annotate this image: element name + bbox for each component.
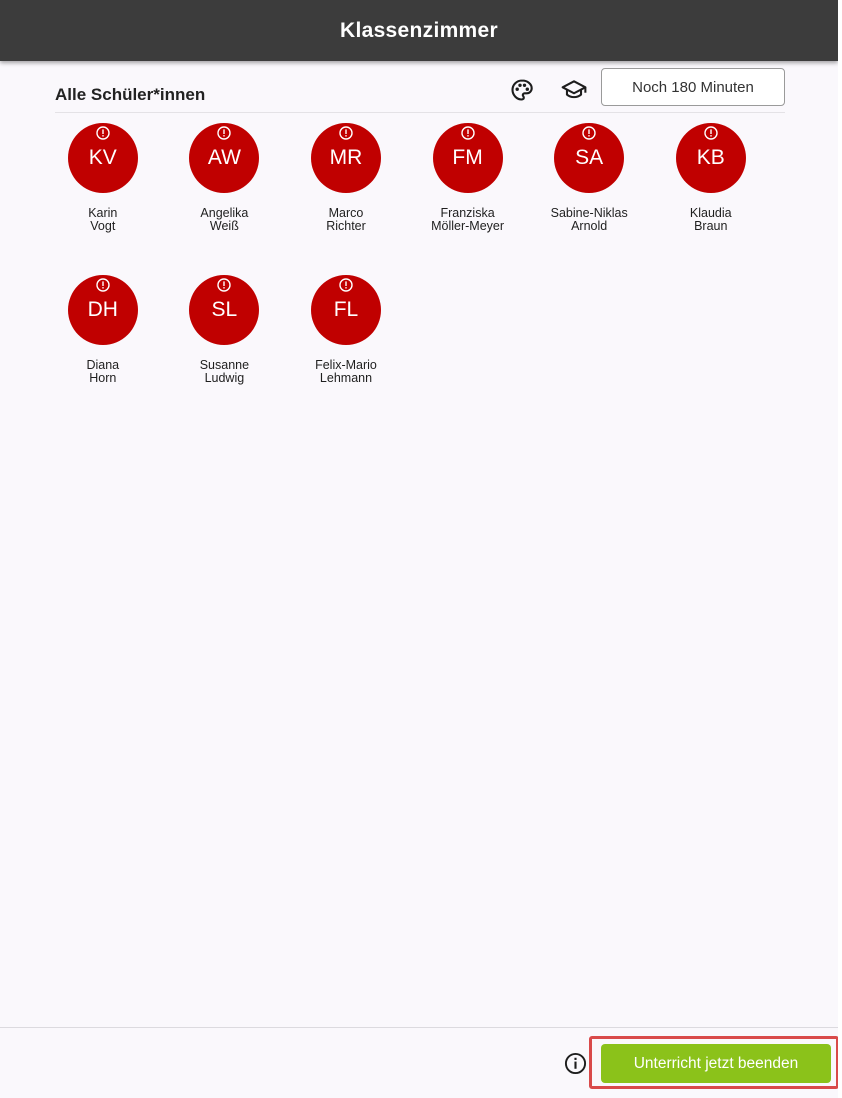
student-last-name: Möller-Meyer <box>431 219 505 233</box>
student-first-name: Marco <box>328 206 364 220</box>
student-first-name: Sabine-Niklas <box>550 206 628 220</box>
student-first-name: Franziska <box>440 206 495 220</box>
student-avatar <box>189 123 259 193</box>
end-lesson-button[interactable]: Unterricht jetzt beenden <box>601 1044 831 1083</box>
student-initials: MR <box>329 146 363 169</box>
info-button[interactable] <box>564 1052 587 1075</box>
app-header <box>0 0 838 61</box>
alert-icon <box>582 126 596 140</box>
alert-icon <box>96 126 110 140</box>
alert-icon <box>704 126 718 140</box>
student-name <box>315 359 377 385</box>
student-name <box>551 207 628 233</box>
student-avatar <box>676 123 746 193</box>
student-initials: KV <box>88 146 117 169</box>
graduation-cap-button[interactable] <box>560 76 588 104</box>
student-last-name: Vogt <box>90 219 116 233</box>
student-name <box>88 207 117 233</box>
alert-icon <box>339 278 353 292</box>
page-title: Klassenzimmer <box>340 18 498 42</box>
student-name <box>690 207 732 233</box>
student-initials: AW <box>207 146 241 169</box>
student-avatar <box>189 275 259 345</box>
student-first-name: Klaudia <box>689 206 732 220</box>
main-content <box>0 61 838 1027</box>
student-initials: SA <box>575 146 604 169</box>
student-avatar <box>68 275 138 345</box>
student-first-name: Susanne <box>199 358 250 372</box>
student-first-name: Felix-Mario <box>315 358 377 372</box>
student-name <box>200 207 248 233</box>
student-initials: SL <box>211 298 238 321</box>
student-tile[interactable] <box>42 122 164 274</box>
student-initials: DH <box>87 298 118 321</box>
student-first-name: Angelika <box>200 206 249 220</box>
student-first-name: Karin <box>88 206 118 220</box>
student-tile[interactable] <box>42 274 164 426</box>
student-last-name: Braun <box>694 219 728 233</box>
student-avatar <box>311 123 381 193</box>
student-last-name: Arnold <box>571 219 608 233</box>
student-initials: FM <box>452 146 483 169</box>
student-name <box>200 359 249 385</box>
student-last-name: Ludwig <box>204 371 245 385</box>
toolbar <box>55 68 785 113</box>
alert-icon <box>339 126 353 140</box>
student-tile[interactable] <box>407 122 529 274</box>
student-avatar <box>68 123 138 193</box>
student-tile[interactable] <box>650 122 772 274</box>
student-avatar <box>554 123 624 193</box>
student-tile[interactable] <box>528 122 650 274</box>
student-initials: KB <box>696 146 725 169</box>
section-title: Alle Schüler*innen <box>55 85 206 104</box>
student-tile[interactable] <box>164 274 286 426</box>
footer-bar <box>0 1027 838 1098</box>
alert-icon <box>217 126 231 140</box>
remaining-time-button[interactable]: Noch 180 Minuten <box>601 68 785 106</box>
student-name <box>431 207 504 233</box>
window-edge <box>838 0 842 1098</box>
student-last-name: Weiß <box>209 219 239 233</box>
graduation-cap-icon <box>561 77 587 103</box>
student-name <box>86 359 119 385</box>
student-tile[interactable] <box>164 122 286 274</box>
student-first-name: Diana <box>86 358 120 372</box>
student-name <box>326 207 366 233</box>
alert-icon <box>96 278 110 292</box>
student-initials: FL <box>333 298 359 321</box>
student-last-name: Lehmann <box>319 371 373 385</box>
student-tile[interactable] <box>285 122 407 274</box>
student-last-name: Horn <box>89 371 117 385</box>
student-tile[interactable] <box>285 274 407 426</box>
palette-button[interactable] <box>508 76 536 104</box>
info-icon <box>564 1052 587 1075</box>
student-last-name: Richter <box>326 219 366 233</box>
alert-icon <box>461 126 475 140</box>
student-avatar <box>311 275 381 345</box>
alert-icon <box>217 278 231 292</box>
student-avatar <box>433 123 503 193</box>
palette-icon <box>510 78 534 102</box>
student-grid <box>42 122 782 426</box>
